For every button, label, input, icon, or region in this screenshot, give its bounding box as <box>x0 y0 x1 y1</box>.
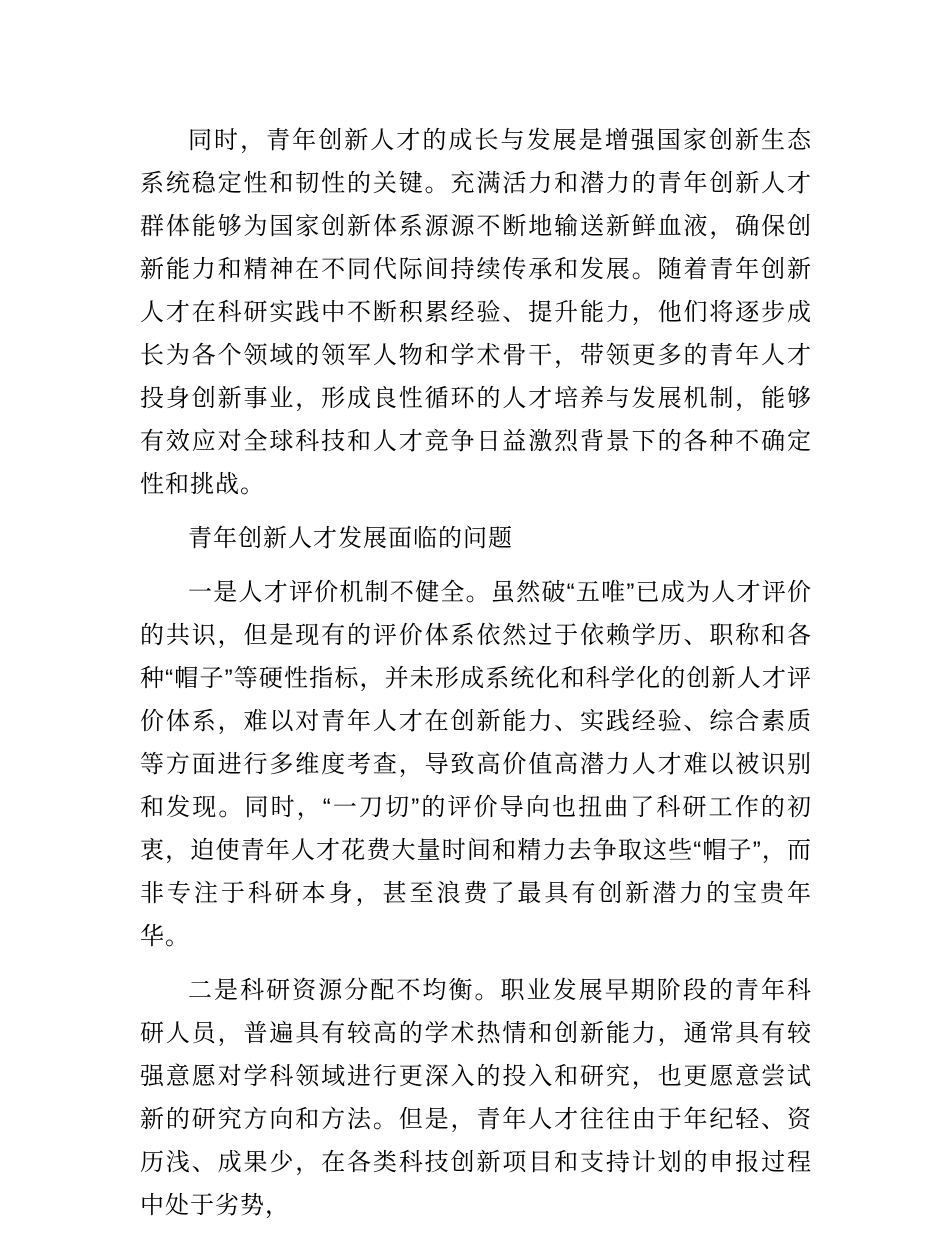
paragraph: 二是科研资源分配不均衡。职业发展早期阶段的青年科研人员，普遍具有较高的学术热情和创新能力，通常具有较强意愿对学科领域进行更深入的投入和研究，也更愿意尝试新的研究方向和方法。但是，青年人才往往由于年纪轻、资历浅、成果少，在各类科技创新项目和支持计划的申报过程中处于劣势， <box>140 977 812 1219</box>
document-text-block <box>140 119 812 1238</box>
section-heading: 青年创新人才发展面临的问题 <box>188 525 513 552</box>
paragraph: 同时，青年创新人才的成长与发展是增强国家创新生态系统稳定性和韧性的关键。充满活力和潜力的青年创新人才群体能够为国家创新体系源源不断地输送新鲜血液，确保创新能力和精神在不同代际间持续传承和发展。随着青年创新人才在科研实践中不断积累经验、提升能力，他们将逐步成长为各个领域的领军人物和学术骨干，带领更多的青年人才投身创新事业，形成良性循环的人才培养与发展机制，能够有效应对全球科技和人才竞争日益激烈背景下的各种不确定性和挑战。 <box>140 127 812 498</box>
paragraph: 一是人才评价机制不健全。虽然破“五唯”已成为人才评价的共识，但是现有的评价体系依然过于依赖学历、职称和各种“帽子”等硬性指标，并未形成系统化和科学化的创新人才评价体系，难以对青年人才在创新能力、实践经验、综合素质等方面进行多维度考查，导致高价值高潜力人才难以被识别和发现。同时，“一刀切”的评价导向也扭曲了科研工作的初衷，迫使青年人才花费大量时间和精力去争取这些“帽子”，而非专注于科研本身，甚至浪费了最具有创新潜力的宝贵年华。 <box>140 579 812 950</box>
